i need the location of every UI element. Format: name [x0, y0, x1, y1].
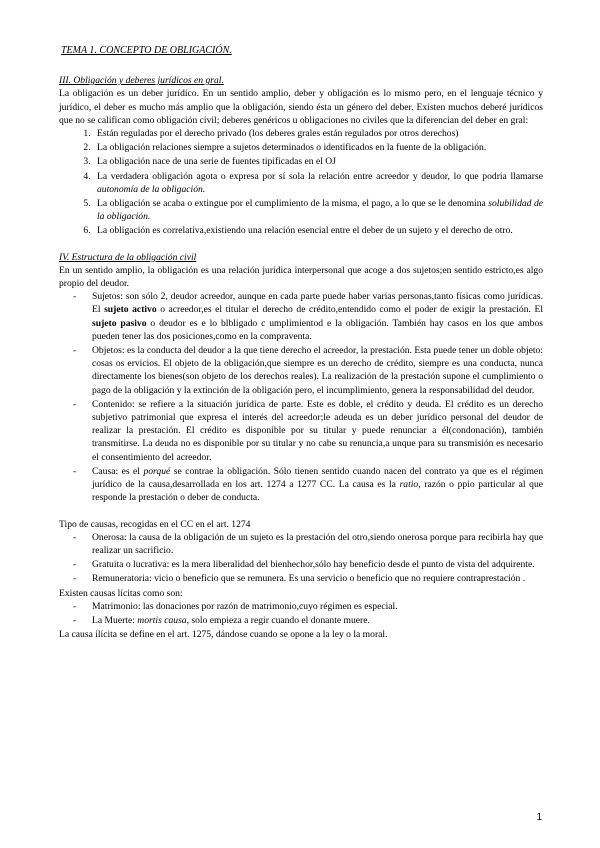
list-item: 3. La obligación nace de una serie de fuentes tipificadas en el OJ [93, 155, 543, 168]
italic-term: ratio [399, 479, 419, 491]
list-item: - Gratuita o lucrativa: es la mera liberalidad del bienhechor,sólo hay beneficio desde el punto de vista del adquirente. [92, 558, 543, 571]
section-3-list [59, 127, 543, 238]
bold-term: sujeto activo [104, 304, 157, 316]
text-run: , solo empieza a regir cuando el donante muere. [186, 614, 370, 626]
list-item-contenido: - Contenido: se refiere a la situación jurídica de parte. Este es doble, el crédito y deuda. El crédito es un derecho subjetivo patrimonial que expresa el interés del acreedor;le adeuda es un deber jurídico personal del deudor de realizar la prestación. El crédito es disponible por su titular y puede renunciar a él(condonación), también transmitirse. La deuda no es disponible por su titular y no cabe su renuncia,a unque para su transmisión es necesario el consentimiento del acreedor. [92, 398, 543, 464]
list-item [92, 614, 543, 627]
list-item-text: La verdadera obligación agota o expresa por sí sola la relación entre acreedor y deudor, lo que podría llamarse [97, 170, 543, 182]
causas-types-heading: Tipo de causas, recogidas en el CC en el art. 1274 [59, 518, 251, 530]
italic-term: porqué [143, 465, 171, 477]
page-number: 1 [536, 812, 542, 823]
licit-causes-heading: Existen causas lícitas como son: [59, 587, 183, 599]
list-item: 2. La obligación relaciones siempre a sujetos determinados o identificados en la fuente de la obligación. [93, 141, 543, 154]
document-title: TEMA 1. CONCEPTO DE OBLIGACIÓN. [61, 45, 232, 56]
italic-term: mortis causa [137, 614, 187, 626]
list-item [93, 170, 543, 196]
list-item: - Matrimonio: las donaciones por razón de matrimonio,cuyo régimen es especial. [92, 600, 543, 613]
text-run: La Muerte: [92, 614, 135, 626]
text-run: Sujetos: son sólo 2, deudor acreedor, aunque en cada parte puede haber varias personas,tanto físicas como jurídicas. El [92, 291, 543, 316]
text-run: o deudor es e lo blbligado c umplimientod e la obligación. También hay casos en los que ambos pueden tener las dos posiciones,como en la compraventa. [92, 317, 543, 342]
italic-term: autonomía de la obligación. [97, 183, 206, 195]
bold-term: sujeto pasivo [92, 317, 147, 329]
causas-types-list [59, 531, 543, 586]
list-item: 1. Están reguladas por el derecho privado (los deberes grales están regulados por otros derechos) [93, 127, 543, 140]
closing-paragraph: La causa ilícita se define en el art. 1275, dándose cuando se opone a la ley o la moral. [59, 629, 388, 641]
section-4-intro: En un sentido amplio, la obligación es una relación jurídica interpersonal que acoge a dos sujetos;en sentido estricto,es algo propio del deudor. [59, 264, 543, 290]
list-item-causa [92, 465, 543, 505]
list-item: - Remuneratoria: vicio o beneficio que se remunera. Es una servicio o beneficio que no requiere contraprestación . [92, 572, 543, 585]
list-item [93, 197, 543, 223]
section-3-heading: III. Obligación y deberes jurídicos en gral. [59, 75, 224, 87]
section-3-intro: La obligación es un deber jurídico. En un sentido amplio, deber y obligación es lo mismo pero, en el lenguaje técnico y jurídico, el deber es mucho más amplio que la obligación, siendo ésta un género del deber. Existen muchos deberé jurídicos que no se califican como obligación civil; deberes genéricos u obligaciones no civiles que la diferencian del deber en gral: [59, 88, 543, 126]
list-item-sujetos [92, 290, 543, 343]
text-run: o acreedor,es el titular el derecho de crédito,entendido como el poder de exigir la prestación. El [160, 304, 543, 316]
text-run: , razón o ppio particular al que responde la prestación o deber de conducta. [92, 479, 544, 504]
italic-term: solubilidad de la obligación. [97, 198, 544, 223]
document-body [59, 44, 543, 641]
licit-causes-list [59, 600, 543, 627]
text-run: Causa: es el [92, 465, 140, 477]
text-run: se contrae la obligación. Sólo tienen sentido cuando nacen del contrato ya que es el régimen jurídico de la causa,desarrollada en los art. 1274 a 1277 CC. La causa es la [92, 465, 543, 491]
list-item-objetos: - Objetos: es la conducta del deudor a la que tiene derecho el acreedor, la prestación. Esta puede tener un doble objeto: cosas os ervicios. El objeto de la obligación,que siempre es un derecho de crédito, siempre es una conducta, nunca directamente los bienes(son objeto de los derechos reales). La realización de la prestación supone el cumplimiento o pago de la obligación y la extinción de la obligación pero, el incumplimiento, genera la responsabilidad del deudor. [92, 344, 543, 397]
section-4-list [59, 290, 543, 504]
list-item-text: La obligación se acaba o extingue por el cumplimiento de la misma, el pago, a lo que se le denomina [97, 198, 486, 210]
section-4-heading: IV. Estructura de la obligación civil [59, 251, 197, 263]
list-item: - Onerosa: la causa de la obligación de un sujeto es la prestación del otro,siendo onerosa porque para recibirla hay que realizar un sacrificio. [92, 531, 543, 557]
list-item: 6. La obligación es correlativa,existiendo una relación esencial entre el deber de un sujeto y el derecho de otro. [93, 224, 543, 237]
